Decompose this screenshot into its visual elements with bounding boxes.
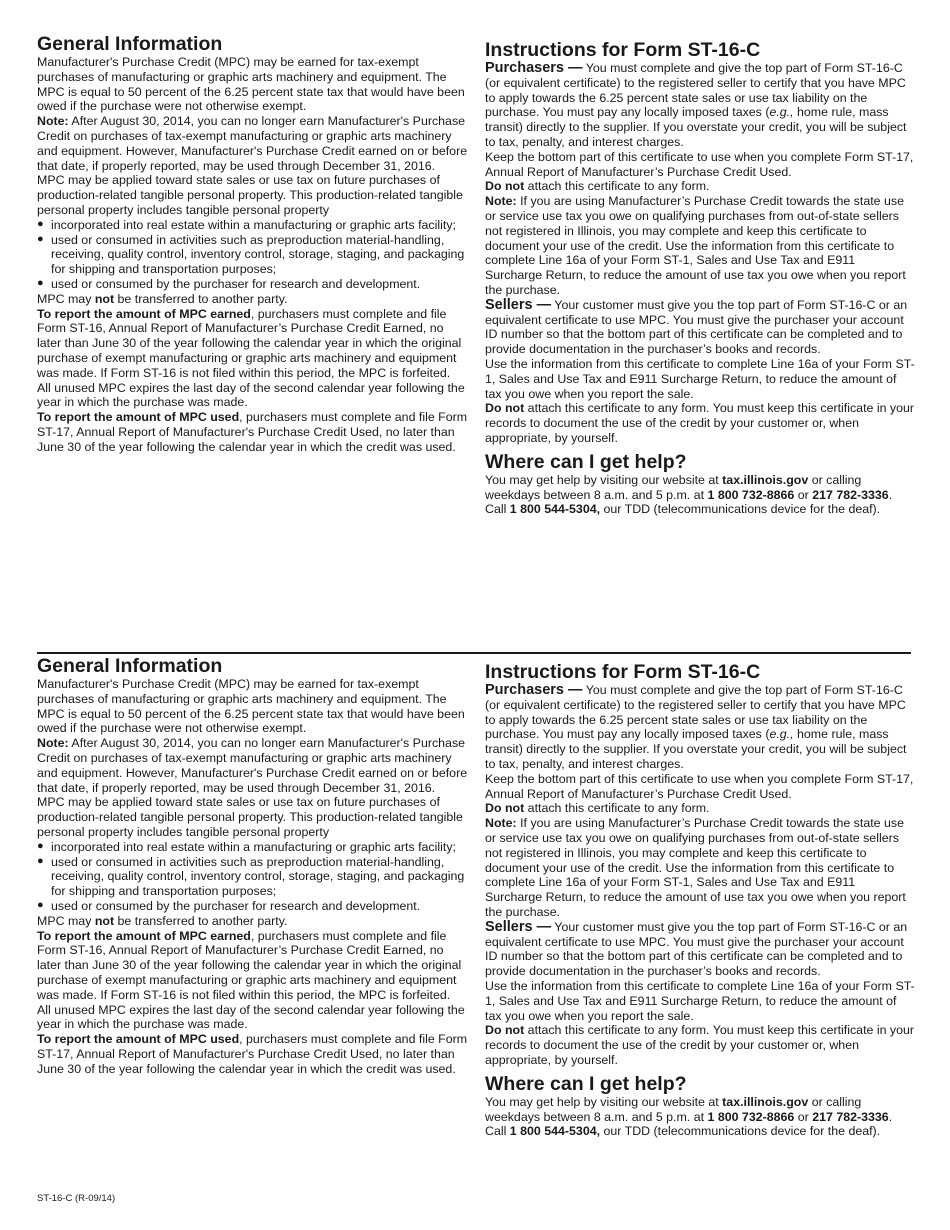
transfer-text-a: MPC may	[37, 913, 95, 928]
sellers-label: Sellers —	[485, 296, 552, 313]
earned-text: , purchasers must complete and file Form ST-16, Annual Report of Manufacturer’s Purchase Credit Earned, no later than June 30 of the year following the calendar year in which the original purchase of exempt manufacturing or graphic arts machinery and equipment was made. If Form ST-16 is not filed within this period, the MPC is forfeited.	[37, 306, 462, 380]
purchasers-text-b: home rule, mass transit) directly to the supplier. If you overstate your credit, you will be subject to tax, penalty, and interest charges.	[485, 727, 907, 771]
purchasers-text-a: You must complete and give the top part of Form ST-16-C (or equivalent certificate) to the registered seller to certify that you have MPC to apply towards the 6.25 percent state sales or use tax liability on the purchase. You must pay any locally imposed taxes (	[485, 683, 906, 742]
mpc-earned-paragraph	[37, 307, 469, 381]
property-bullet-list	[37, 218, 469, 292]
mpc-intro-paragraph: Manufacturer's Purchase Credit (MPC) may be earned for tax-exempt purchases of manufacturing or graphic arts machinery and equipment. The MPC is equal to 50 percent of the 6.25 percent state tax that would have been owed if the purchase were not otherwise exempt.	[37, 677, 465, 736]
help-text-a: You may get help by visiting our website at	[485, 472, 723, 487]
help-text-e: our TDD (telecommunications device for the deaf).	[600, 502, 881, 517]
used-text: , purchasers must complete and file Form ST-17, Annual Report of Manufacturer's Purchase Credit Used, no later than June 30 of the year following the calendar year in which the credit was used.	[37, 1032, 468, 1076]
help-text-c: or	[794, 487, 813, 502]
transfer-paragraph	[37, 914, 469, 929]
transfer-text-c: be transferred to another party.	[114, 291, 288, 306]
note-text: If you are using Manufacturer’s Purchase Credit towards the state use or service use tax you owe on qualifying purchases from out-of-state sellers not registered in Illinois, you may complete and keep this certificate to document your use of the credit. Use the information from this certificate to complete Line 16a of your Form ST-1, Sales and Use Tax and E911 Surcharge Return, to reduce the amount of use tax you owe when you report the purchase.	[485, 816, 906, 919]
help-text-a: You may get help by visiting our website at	[485, 1094, 723, 1109]
help-paragraph	[485, 1095, 915, 1139]
help-paragraph	[485, 473, 915, 517]
help-text-c: or	[794, 1109, 813, 1124]
purchasers-paragraph	[485, 683, 915, 772]
do-not-label: Do not	[485, 401, 525, 416]
earned-label: To report the amount of MPC earned	[37, 306, 251, 321]
transfer-not: not	[94, 913, 115, 928]
sellers-text: Your customer must give you the top part of Form ST-16-C or an equivalent certificate to use MPC. You must give the purchaser your account ID number so that the bottom part of this certificate can be completed and to provide documentation in the purchaser’s books and records.	[485, 919, 908, 979]
earned-label: To report the amount of MPC earned	[37, 928, 251, 943]
phone-number-1: 1 800 732-8866	[707, 1109, 795, 1124]
help-text-d: . Call	[485, 1109, 893, 1139]
sellers-text: Your customer must give you the top part of Form ST-16-C or an equivalent certificate to use MPC. You must give the purchaser your account ID number so that the bottom part of this certificate can be completed and to provide documentation in the purchaser’s books and records.	[485, 297, 908, 357]
transfer-not: not	[94, 291, 115, 306]
list-item: ● incorporated into real estate within a manufacturing or graphic arts facility;	[37, 840, 469, 855]
help-heading: Where can I get help?	[485, 1072, 687, 1095]
mpc-used-paragraph	[37, 410, 469, 454]
do-not-label: Do not	[485, 1023, 525, 1038]
used-label: To report the amount of MPC used	[37, 1032, 240, 1047]
help-text-b: or calling weekdays between 8 a.m. and 5 p.m. at	[485, 1094, 862, 1124]
instructions-heading: Instructions for Form ST-16-C	[485, 661, 761, 683]
used-text: , purchasers must complete and file Form ST-17, Annual Report of Manufacturer's Purchase Credit Used, no later than June 30 of the year following the calendar year in which the credit was used.	[37, 410, 468, 454]
mpc-intro-paragraph: Manufacturer's Purchase Credit (MPC) may be earned for tax-exempt purchases of manufacturing or graphic arts machinery and equipment. The MPC is equal to 50 percent of the 6.25 percent state tax that would have been owed if the purchase were not otherwise exempt.	[37, 55, 465, 114]
general-information-section	[37, 34, 469, 455]
do-not-attach-keep-paragraph	[485, 401, 915, 445]
list-item: ● used or consumed by the purchaser for research and development.	[37, 899, 469, 914]
phone-number-2: 217 782-3336	[812, 1109, 889, 1124]
general-note-paragraph	[37, 114, 469, 173]
general-information-heading: General Information	[37, 655, 223, 677]
do-not-attach-paragraph	[485, 179, 915, 194]
earned-text: , purchasers must complete and file Form ST-16, Annual Report of Manufacturer’s Purchase Credit Earned, no later than June 30 of the year following the calendar year in which the original purchase of exempt manufacturing or graphic arts machinery and equipment was made. If Form ST-16 is not filed within this period, the MPC is forfeited.	[37, 928, 462, 1002]
do-not-label: Do not	[485, 179, 525, 194]
purchasers-label: Purchasers —	[485, 60, 583, 76]
do-not-keep-text: attach this certificate to any form. You must keep this certificate in your records to document the use of the credit by your customer or, when appropriate, by yourself.	[485, 401, 915, 445]
note-text: After August 30, 2014, you can no longer earn Manufacturer's Purchase Credit on purchases of tax-exempt manufacturing or graphic arts machinery and equipment. However, Manufacturer's Purchase Credit earned on or before that date, if properly reported, may be used through December 31, 2016.	[37, 736, 468, 795]
note-label: Note:	[37, 114, 69, 129]
purchasers-label: Purchasers —	[485, 682, 583, 698]
note-text: If you are using Manufacturer’s Purchase Credit towards the state use or service use tax you owe on qualifying purchases from out-of-state sellers not registered in Illinois, you may complete and keep this certificate to document your use of the credit. Use the information from this certificate to complete Line 16a of your Form ST-1, Sales and Use Tax and E911 Surcharge Return, to reduce the amount of use tax you owe when you report the purchase.	[485, 194, 906, 297]
mpc-application-paragraph: MPC may be applied toward state sales or use tax on future purchases of production-related tangible personal property. This production-related tangible personal property includes tangible personal property	[37, 173, 463, 217]
do-not-keep-text: attach this certificate to any form. You must keep this certificate in your records to document the use of the credit by your customer or, when appropriate, by yourself.	[485, 1023, 915, 1067]
list-item: ● used or consumed in activities such as preproduction material-handling, receiving, quality control, inventory control, storage, staging, and packaging for shipping and transportation purposes;	[37, 855, 469, 899]
form-revision-footer: ST-16-C (R-09/14)	[37, 1193, 116, 1204]
purchasers-eg: e.g.,	[769, 727, 794, 742]
note-label: Note:	[37, 736, 69, 751]
website-link[interactable]: tax.illinois.gov	[722, 472, 809, 487]
purchasers-text-a: You must complete and give the top part of Form ST-16-C (or equivalent certificate) to the registered seller to certify that you have MPC to apply towards the 6.25 percent state sales or use tax liability on the purchase. You must pay any locally imposed taxes (	[485, 61, 906, 120]
mpc-earned-paragraph	[37, 929, 469, 1003]
keep-paragraph: Keep the bottom part of this certificate to use when you complete Form ST-17, Annual Report of Manufacturer’s Purchase Credit Used.	[485, 149, 914, 179]
instructions-section	[485, 34, 915, 517]
instructions-note-paragraph	[485, 194, 915, 298]
do-not-text: attach this certificate to any form.	[524, 801, 710, 816]
note-label: Note:	[485, 194, 517, 209]
list-item: ● incorporated into real estate within a manufacturing or graphic arts facility;	[37, 218, 469, 233]
list-item: ● used or consumed in activities such as preproduction material-handling, receiving, quality control, inventory control, storage, staging, and packaging for shipping and transportation purposes;	[37, 233, 469, 277]
help-text-b: or calling weekdays between 8 a.m. and 5 p.m. at	[485, 472, 862, 502]
sellers-paragraph	[485, 298, 915, 357]
mpc-expires-paragraph: All unused MPC expires the last day of the second calendar year following the year in which the purchase was made.	[37, 1002, 465, 1032]
general-information-heading: General Information	[37, 33, 223, 55]
keep-paragraph: Keep the bottom part of this certificate to use when you complete Form ST-17, Annual Report of Manufacturer’s Purchase Credit Used.	[485, 771, 914, 801]
use-information-paragraph: Use the information from this certificate to complete Line 16a of your Form ST-1, Sales and Use Tax and E911 Surcharge Return, to reduce the amount of tax you owe when you report the sale.	[485, 978, 915, 1023]
mpc-application-paragraph: MPC may be applied toward state sales or use tax on future purchases of production-related tangible personal property. This production-related tangible personal property includes tangible personal property	[37, 795, 463, 839]
general-information-section	[37, 656, 469, 1077]
use-information-paragraph: Use the information from this certificate to complete Line 16a of your Form ST-1, Sales and Use Tax and E911 Surcharge Return, to reduce the amount of tax you owe when you report the sale.	[485, 356, 915, 401]
sellers-paragraph	[485, 920, 915, 979]
note-text: After August 30, 2014, you can no longer earn Manufacturer's Purchase Credit on purchases of tax-exempt manufacturing or graphic arts machinery and equipment. However, Manufacturer's Purchase Credit earned on or before that date, if properly reported, may be used through December 31, 2016.	[37, 114, 468, 173]
sellers-label: Sellers —	[485, 918, 552, 935]
transfer-text-c: be transferred to another party.	[114, 913, 288, 928]
do-not-attach-paragraph	[485, 801, 915, 816]
instructions-heading: Instructions for Form ST-16-C	[485, 39, 761, 61]
instructions-section	[485, 656, 915, 1139]
website-link[interactable]: tax.illinois.gov	[722, 1094, 809, 1109]
help-text-e: our TDD (telecommunications device for the deaf).	[600, 1124, 881, 1139]
instructions-note-paragraph	[485, 816, 915, 920]
mpc-used-paragraph	[37, 1032, 469, 1076]
help-text-d: . Call	[485, 487, 893, 517]
transfer-paragraph	[37, 292, 469, 307]
list-item: ● used or consumed by the purchaser for research and development.	[37, 277, 469, 292]
tdd-number: 1 800 544-5304,	[509, 502, 601, 517]
do-not-attach-keep-paragraph	[485, 1023, 915, 1067]
do-not-label: Do not	[485, 801, 525, 816]
do-not-text: attach this certificate to any form.	[524, 179, 710, 194]
general-note-paragraph	[37, 736, 469, 795]
purchasers-paragraph	[485, 61, 915, 150]
used-label: To report the amount of MPC used	[37, 410, 240, 425]
phone-number-2: 217 782-3336	[812, 487, 889, 502]
help-heading: Where can I get help?	[485, 450, 687, 473]
mpc-expires-paragraph: All unused MPC expires the last day of the second calendar year following the year in which the purchase was made.	[37, 380, 465, 410]
tdd-number: 1 800 544-5304,	[509, 1124, 601, 1139]
transfer-text-a: MPC may	[37, 291, 95, 306]
purchasers-eg: e.g.,	[769, 105, 794, 120]
property-bullet-list	[37, 840, 469, 914]
section-divider	[37, 652, 911, 654]
purchasers-text-b: home rule, mass transit) directly to the supplier. If you overstate your credit, you will be subject to tax, penalty, and interest charges.	[485, 105, 907, 149]
note-label: Note:	[485, 816, 517, 831]
phone-number-1: 1 800 732-8866	[707, 487, 795, 502]
